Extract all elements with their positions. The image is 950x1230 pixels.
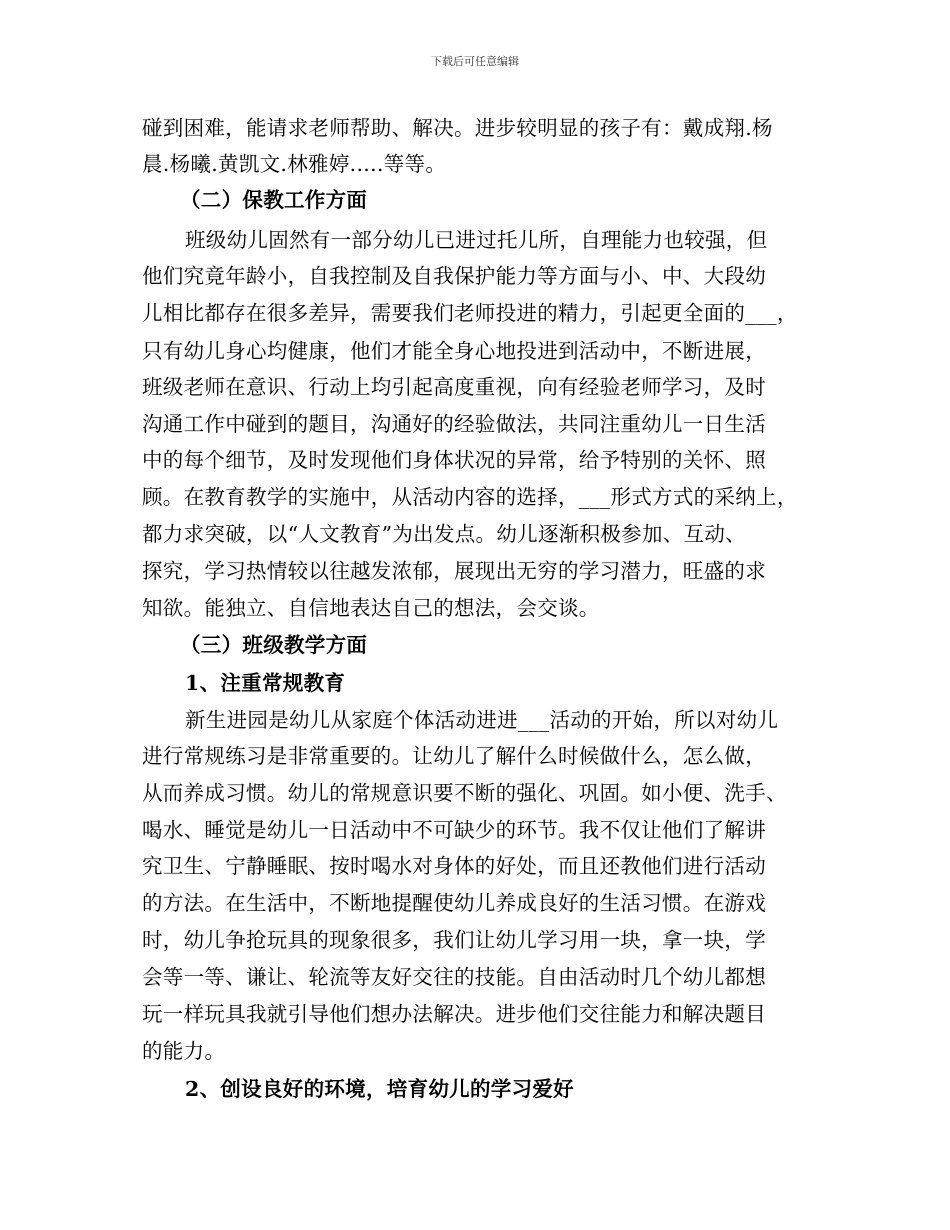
body-line: 中的每个细节，及时发现他们身体状况的异常，给予特别的关怀、照	[142, 448, 766, 472]
body-line: 儿相比都存在很多差异，需要我们老师投进的精力，引起更全面的___，	[142, 301, 798, 325]
body-line: 的能力。	[142, 1039, 226, 1063]
body-line: 的方法。在生活中，不断地提醒使幼儿养成良好的生活习惯。在游戏	[142, 891, 766, 915]
body-line: 喝水、睡觉是幼儿一日活动中不可缺少的环节。我不仅让他们了解讲	[142, 818, 766, 842]
body-line: 都力求突破，以“人文教育”为出发点。幼儿逐渐积极参加、互动、	[142, 522, 746, 546]
body-line: 只有幼儿身心均健康，他们才能全身心地投进到活动中，不断进展，	[142, 339, 766, 363]
section-heading: （三）班级教学方面	[180, 633, 368, 657]
body-line: 究卫生、宁静睡眠、按时喝水对身体的好处，而且还教他们进行活动	[142, 854, 766, 878]
section-heading: （二）保教工作方面	[180, 188, 368, 212]
body-line: 进行常规练习是非常重要的。让幼儿了解什么时候做什么，怎么做，	[142, 744, 766, 768]
page-header: 下载后可任意编辑	[431, 55, 519, 68]
body-line: 碰到困难，能请求老师帮助、解决。进步较明显的孩子有：戴成翔.杨	[142, 116, 773, 140]
body-line: 顾。在教育教学的实施中，从活动内容的选择，___形式方式的采纳上，	[142, 485, 798, 509]
body-line: 沟通工作中碰到的题目，沟通好的经验做法，共同注重幼儿一日生活	[142, 412, 766, 436]
subsection-heading: 1、注重常规教育	[185, 671, 346, 695]
body-line: 新生进园是幼儿从家庭个体活动进进___活动的开始，所以对幼儿	[185, 708, 779, 732]
body-line: 他们究竟年龄小，自我控制及自我保护能力等方面与小、中、大段幼	[142, 264, 766, 288]
body-line: 班级老师在意识、行动上均引起高度重视，向有经验老师学习，及时	[142, 375, 766, 399]
body-line: 晨.杨曦.黄凯文.林雅婷.....等等。	[142, 152, 447, 176]
body-line: 从而养成习惯。幼儿的常规意识要不断的强化、巩固。如小便、洗手、	[142, 781, 787, 805]
body-line: 知欲。能独立、自信地表达自己的想法，会交谈。	[142, 596, 600, 620]
body-line: 班级幼儿固然有一部分幼儿已进过托儿所，自理能力也较强，但	[185, 228, 768, 252]
body-line: 探究，学习热情较以往越发浓郁，展现出无穷的学习潜力，旺盛的求	[142, 559, 766, 583]
body-line: 玩一样玩具我就引导他们想办法解决。进步他们交往能力和解决题目	[142, 1002, 766, 1026]
body-line: 会等一等、谦让、轮流等友好交往的技能。自由活动时几个幼儿都想	[142, 965, 766, 989]
body-line: 时，幼儿争抢玩具的现象很多，我们让幼儿学习用一块，拿一块，学	[142, 928, 766, 952]
subsection-heading: 2、创设良好的环境，培育幼儿的学习爱好	[185, 1077, 574, 1101]
